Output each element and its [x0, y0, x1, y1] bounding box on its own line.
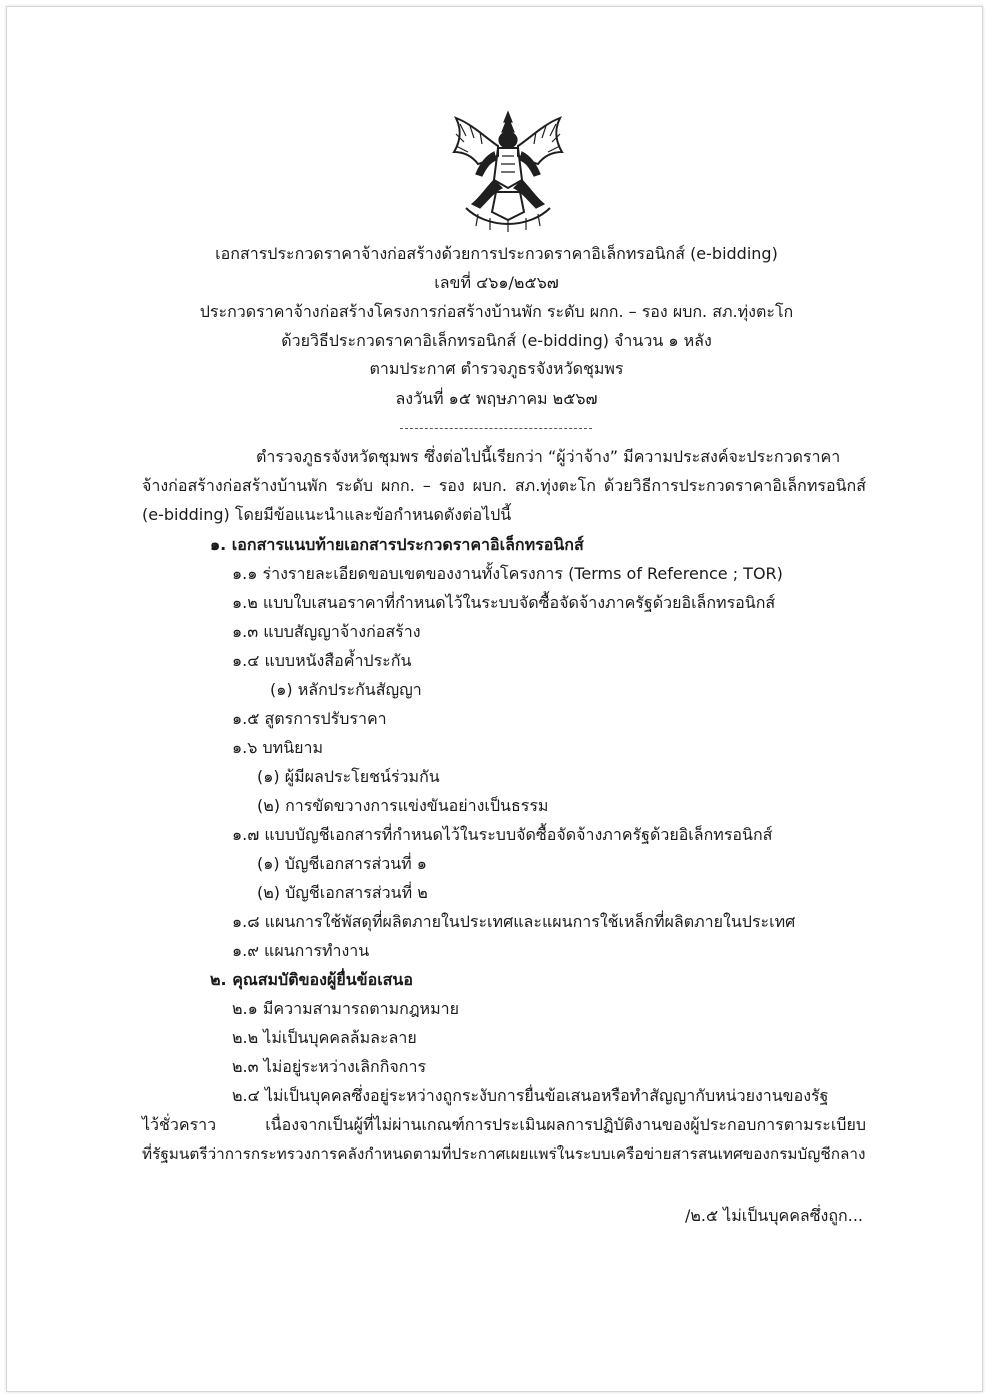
intro-paragraph-line: ตำรวจภูธรจังหวัดชุมพร ซึ่งต่อไปนี้เรียกว่า “ผู้ว่าจ้าง” มีความประสงค์จะประกวดราคา	[256, 447, 841, 466]
garuda-emblem-icon	[446, 108, 570, 234]
page-continuation: /๒.๕ ไม่เป็นบุคคลซึ่งถูก...	[684, 1206, 863, 1225]
list-item: ๑.๗ แบบบัญชีเอกสารที่กำหนดไว้ในระบบจัดซื้อจัดจ้างภาครัฐด้วยอิเล็กทรอนิกส์	[232, 825, 773, 844]
list-subitem: (๑) หลักประกันสัญญา	[270, 680, 422, 699]
project-title-line2: ด้วยวิธีประกวดราคาอิเล็กทรอนิกส์ (e-bidding) จำนวน ๑ หลัง	[281, 331, 712, 350]
paragraph-line: ที่รัฐมนตรีว่าการกระทรวงการคลังกำหนดตามที่ประกาศเผยแพร่ในระบบเครือข่ายสารสนเทศของกรมบัญชีกลาง	[142, 1145, 866, 1163]
list-item: ๒.๔ ไม่เป็นบุคคลซึ่งอยู่ระหว่างถูกระงับการยื่นข้อเสนอหรือทำสัญญากับหน่วยงานของรัฐ	[232, 1086, 829, 1105]
document-number: เลขที่ ๔๖๑/๒๕๖๗	[434, 273, 559, 292]
list-item: ๑.๔ แบบหนังสือค้ำประกัน	[232, 651, 412, 670]
list-item: ๒.๑ มีความสามารถตามกฎหมาย	[232, 999, 460, 1018]
section-heading: ๑. เอกสารแนบท้ายเอกสารประกวดราคาอิเล็กทรอนิกส์	[210, 535, 584, 554]
document-title: เอกสารประกวดราคาจ้างก่อสร้างด้วยการประกวดราคาอิเล็กทรอนิกส์ (e-bidding)	[215, 244, 778, 263]
list-item: ๑.๙ แผนการทำงาน	[232, 941, 370, 960]
list-item: ๑.๒ แบบใบเสนอราคาที่กำหนดไว้ในระบบจัดซื้อจัดจ้างภาครัฐด้วยอิเล็กทรอนิกส์	[232, 593, 776, 612]
list-subitem: (๒) บัญชีเอกสารส่วนที่ ๒	[257, 883, 428, 902]
section-heading: ๒. คุณสมบัติของผู้ยื่นข้อเสนอ	[210, 970, 413, 989]
announcement-date: ลงวันที่ ๑๕ พฤษภาคม ๒๕๖๗	[395, 389, 598, 408]
list-item: ๑.๓ แบบสัญญาจ้างก่อสร้าง	[232, 622, 421, 641]
list-item: ๑.๖ บทนิยาม	[232, 738, 324, 757]
list-subitem: (๒) การขัดขวางการแข่งขันอย่างเป็นธรรม	[257, 796, 549, 815]
list-item: ๑.๑ ร่างรายละเอียดขอบเขตของงานทั้งโครงการ (Terms of Reference ; TOR)	[232, 564, 783, 583]
list-item: ๒.๓ ไม่อยู่ระหว่างเลิกกิจการ	[232, 1057, 427, 1076]
list-subitem: (๑) บัญชีเอกสารส่วนที่ ๑	[257, 854, 427, 873]
list-item: ๒.๒ ไม่เป็นบุคคลล้มละลาย	[232, 1028, 417, 1047]
announcement-line: ตามประกาศ ตำรวจภูธรจังหวัดชุมพร	[369, 359, 624, 378]
intro-paragraph-line: (e-bidding) โดยมีข้อแนะนำและข้อกำหนดดังต่อไปนี้	[142, 505, 512, 524]
intro-paragraph-line: จ้างก่อสร้างก่อสร้างบ้านพัก ระดับ ผกก. – รอง ผบก. สภ.ทุ่งตะโก ด้วยวิธีการประกวดราคาอิเล็กทรอนิกส์	[142, 476, 866, 495]
divider-line	[400, 428, 592, 429]
project-title-line1: ประกวดราคาจ้างก่อสร้างโครงการก่อสร้างบ้านพัก ระดับ ผกก. – รอง ผบก. สภ.ทุ่งตะโก	[199, 302, 794, 321]
paragraph-line: ไว้ชั่วคราว เนื่องจากเป็นผู้ที่ไม่ผ่านเกณฑ์การประเมินผลการปฏิบัติงานของผู้ประกอบการตามระเบียบ	[142, 1115, 866, 1134]
list-item: ๑.๕ สูตรการปรับราคา	[232, 709, 387, 728]
list-subitem: (๑) ผู้มีผลประโยชน์ร่วมกัน	[257, 767, 440, 786]
list-item: ๑.๘ แผนการใช้พัสดุที่ผลิตภายในประเทศและแผนการใช้เหล็กที่ผลิตภายในประเทศ	[232, 912, 796, 931]
